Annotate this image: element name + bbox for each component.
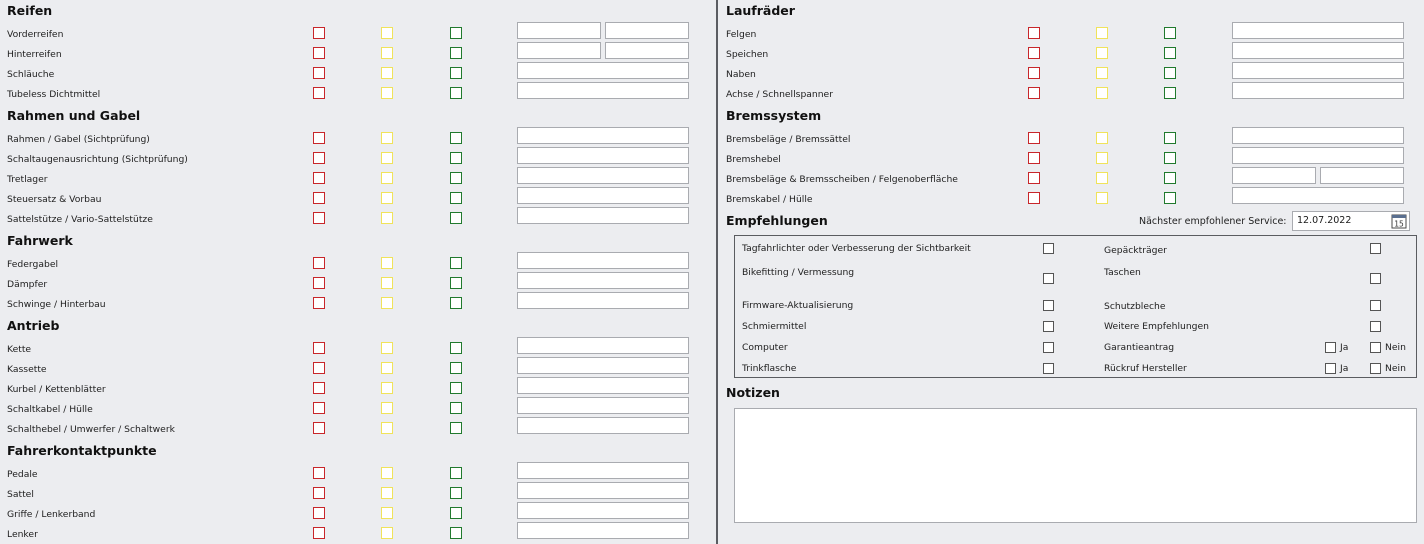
calendar-icon[interactable] xyxy=(1389,212,1409,230)
status-red-checkbox-naben[interactable] xyxy=(1028,67,1040,79)
status-green-checkbox-bremsbelaege-bremsscheiben-felgenoberflaeche[interactable] xyxy=(1164,172,1176,184)
note-input-bremsbelaege-bremssaettel[interactable] xyxy=(1232,127,1404,144)
row-label-kette: Kette xyxy=(7,344,32,355)
recommendation-checkbox-taschen[interactable] xyxy=(1370,273,1381,284)
note-input-tubeless-dichtmittel[interactable] xyxy=(517,82,689,99)
recommendation-label-garantieantrag: Garantieantrag xyxy=(1104,342,1175,353)
status-green-checkbox-felgen[interactable] xyxy=(1164,27,1176,39)
next-service-date-picker[interactable] xyxy=(1292,211,1410,231)
recommendation-checkbox-schutzbleche[interactable] xyxy=(1370,300,1381,311)
status-yellow-checkbox-naben[interactable] xyxy=(1096,67,1108,79)
status-yellow-checkbox-pedale[interactable] xyxy=(381,467,393,479)
note-input-hinterreifen-right[interactable] xyxy=(605,42,689,59)
note-input-vorderreifen-right[interactable] xyxy=(605,22,689,39)
note-input-felgen[interactable] xyxy=(1232,22,1404,39)
status-green-checkbox-speichen[interactable] xyxy=(1164,47,1176,59)
recommendation-label-taschen: Taschen xyxy=(1104,267,1141,278)
status-red-checkbox-steuersatz-vorbau[interactable] xyxy=(313,192,325,204)
status-red-checkbox-tubeless-dichtmittel[interactable] xyxy=(313,87,325,99)
row-label-schalthebel-umwerfer-schaltwerk: Schalthebel / Umwerfer / Schaltwerk xyxy=(7,424,175,435)
status-green-checkbox-achse-schnellspanner[interactable] xyxy=(1164,87,1176,99)
status-red-checkbox-speichen[interactable] xyxy=(1028,47,1040,59)
note-input-kette[interactable] xyxy=(517,337,689,354)
note-input-steuersatz-vorbau[interactable] xyxy=(517,187,689,204)
recommendation-label-trinkflasche: Trinkflasche xyxy=(742,363,797,374)
status-green-checkbox-steuersatz-vorbau[interactable] xyxy=(450,192,462,204)
status-red-checkbox-felgen[interactable] xyxy=(1028,27,1040,39)
status-red-checkbox-schlaeuche[interactable] xyxy=(313,67,325,79)
status-yellow-checkbox-schlaeuche[interactable] xyxy=(381,67,393,79)
next-service-label: Nächster empfohlener Service: xyxy=(1139,216,1287,227)
status-red-checkbox-schalthebel-umwerfer-schaltwerk[interactable] xyxy=(313,422,325,434)
recommendation-label-tagfahrlichter-oder-verbesserung-der-sichtbarkeit: Tagfahrlichter oder Verbesserung der Sichtbarkeit xyxy=(742,243,971,254)
status-yellow-checkbox-schaltkabel-huelle[interactable] xyxy=(381,402,393,414)
status-red-checkbox-daempfer[interactable] xyxy=(313,277,325,289)
note-input-bremshebel[interactable] xyxy=(1232,147,1404,164)
note-input-daempfer[interactable] xyxy=(517,272,689,289)
status-yellow-checkbox-griffe-lenkerband[interactable] xyxy=(381,507,393,519)
row-label-daempfer: Dämpfer xyxy=(7,279,48,290)
row-label-steuersatz-vorbau: Steuersatz & Vorbau xyxy=(7,194,102,205)
row-label-sattelstuetze-vario-sattelstuetze: Sattelstütze / Vario-Sattelstütze xyxy=(7,214,153,225)
rueckruf-hersteller-ja-checkbox[interactable] xyxy=(1325,363,1336,374)
row-label-kurbel-kettenblaetter: Kurbel / Kettenblätter xyxy=(7,384,106,395)
status-red-checkbox-schaltkabel-huelle[interactable] xyxy=(313,402,325,414)
note-input-schalthebel-umwerfer-schaltwerk[interactable] xyxy=(517,417,689,434)
section-heading-antrieb: Antrieb xyxy=(7,318,60,333)
row-label-speichen: Speichen xyxy=(726,49,769,60)
garantieantrag-nein-label: Nein xyxy=(1385,342,1406,353)
status-red-checkbox-schwinge-hinterbau[interactable] xyxy=(313,297,325,309)
rueckruf-hersteller-ja-label: Ja xyxy=(1340,363,1349,374)
recommendation-checkbox-trinkflasche[interactable] xyxy=(1043,363,1054,374)
row-label-naben: Naben xyxy=(726,69,756,80)
note-input-kurbel-kettenblaetter[interactable] xyxy=(517,377,689,394)
column-divider xyxy=(716,0,718,544)
status-yellow-checkbox-rahmen-gabel-sichtpruefung[interactable] xyxy=(381,132,393,144)
status-red-checkbox-bremsbelaege-bremssaettel[interactable] xyxy=(1028,132,1040,144)
status-green-checkbox-pedale[interactable] xyxy=(450,467,462,479)
status-red-checkbox-bremshebel[interactable] xyxy=(1028,152,1040,164)
status-yellow-checkbox-achse-schnellspanner[interactable] xyxy=(1096,87,1108,99)
status-red-checkbox-kette[interactable] xyxy=(313,342,325,354)
note-input-hinterreifen-left[interactable] xyxy=(517,42,601,59)
status-red-checkbox-griffe-lenkerband[interactable] xyxy=(313,507,325,519)
row-label-schaltaugenausrichtung-sichtpruefung: Schaltaugenausrichtung (Sichtprüfung) xyxy=(7,154,188,165)
note-input-vorderreifen-left[interactable] xyxy=(517,22,601,39)
status-red-checkbox-vorderreifen[interactable] xyxy=(313,27,325,39)
recommendation-label-bikefitting-vermessung: Bikefitting / Vermessung xyxy=(742,267,855,278)
status-red-checkbox-bremskabel-huelle[interactable] xyxy=(1028,192,1040,204)
note-input-schaltaugenausrichtung-sichtpruefung[interactable] xyxy=(517,147,689,164)
status-yellow-checkbox-bremsbelaege-bremsscheiben-felgenoberflaeche[interactable] xyxy=(1096,172,1108,184)
status-green-checkbox-tubeless-dichtmittel[interactable] xyxy=(450,87,462,99)
status-yellow-checkbox-steuersatz-vorbau[interactable] xyxy=(381,192,393,204)
note-input-bremsbelaege-bremsscheiben-felgenoberflaeche-right[interactable] xyxy=(1320,167,1404,184)
row-label-tretlager: Tretlager xyxy=(7,174,48,185)
row-label-achse-schnellspanner: Achse / Schnellspanner xyxy=(726,89,833,100)
recommendation-checkbox-weitere-empfehlungen[interactable] xyxy=(1370,321,1381,332)
row-label-lenker: Lenker xyxy=(7,529,38,540)
recommendation-label-computer: Computer xyxy=(742,342,788,353)
row-label-pedale: Pedale xyxy=(7,469,38,480)
status-red-checkbox-sattel[interactable] xyxy=(313,487,325,499)
section-heading-bremssystem: Bremssystem xyxy=(726,108,822,123)
status-yellow-checkbox-bremskabel-huelle[interactable] xyxy=(1096,192,1108,204)
row-label-hinterreifen: Hinterreifen xyxy=(7,49,62,60)
note-input-kassette[interactable] xyxy=(517,357,689,374)
section-heading-rahmen-und-gabel: Rahmen und Gabel xyxy=(7,108,141,123)
status-red-checkbox-sattelstuetze-vario-sattelstuetze[interactable] xyxy=(313,212,325,224)
status-yellow-checkbox-schwinge-hinterbau[interactable] xyxy=(381,297,393,309)
recommendation-label-schmiermittel: Schmiermittel xyxy=(742,321,807,332)
next-service-date-value: 12.07.2022 xyxy=(1297,215,1352,226)
note-input-griffe-lenkerband[interactable] xyxy=(517,502,689,519)
row-label-tubeless-dichtmittel: Tubeless Dichtmittel xyxy=(7,89,101,100)
status-yellow-checkbox-tubeless-dichtmittel[interactable] xyxy=(381,87,393,99)
status-green-checkbox-kurbel-kettenblaetter[interactable] xyxy=(450,382,462,394)
status-green-checkbox-schaltaugenausrichtung-sichtpruefung[interactable] xyxy=(450,152,462,164)
section-heading-reifen: Reifen xyxy=(7,3,53,18)
status-green-checkbox-schwinge-hinterbau[interactable] xyxy=(450,297,462,309)
status-yellow-checkbox-sattelstuetze-vario-sattelstuetze[interactable] xyxy=(381,212,393,224)
note-input-sattel[interactable] xyxy=(517,482,689,499)
row-label-rahmen-gabel-sichtpruefung: Rahmen / Gabel (Sichtprüfung) xyxy=(7,134,150,145)
notes-textarea[interactable] xyxy=(734,408,1417,523)
recommendation-label-firmware-aktualisierung: Firmware-Aktualisierung xyxy=(742,300,854,311)
status-green-checkbox-federgabel[interactable] xyxy=(450,257,462,269)
status-yellow-checkbox-vorderreifen[interactable] xyxy=(381,27,393,39)
status-yellow-checkbox-federgabel[interactable] xyxy=(381,257,393,269)
status-green-checkbox-rahmen-gabel-sichtpruefung[interactable] xyxy=(450,132,462,144)
row-label-sattel: Sattel xyxy=(7,489,34,500)
note-input-achse-schnellspanner[interactable] xyxy=(1232,82,1404,99)
status-yellow-checkbox-schalthebel-umwerfer-schaltwerk[interactable] xyxy=(381,422,393,434)
status-yellow-checkbox-sattel[interactable] xyxy=(381,487,393,499)
recommendation-checkbox-schmiermittel[interactable] xyxy=(1043,321,1054,332)
status-yellow-checkbox-kassette[interactable] xyxy=(381,362,393,374)
status-green-checkbox-kette[interactable] xyxy=(450,342,462,354)
status-green-checkbox-kassette[interactable] xyxy=(450,362,462,374)
status-yellow-checkbox-schaltaugenausrichtung-sichtpruefung[interactable] xyxy=(381,152,393,164)
row-label-bremskabel-huelle: Bremskabel / Hülle xyxy=(726,194,813,205)
recommendation-checkbox-gepaecktraeger[interactable] xyxy=(1370,243,1381,254)
status-red-checkbox-kurbel-kettenblaetter[interactable] xyxy=(313,382,325,394)
status-green-checkbox-tretlager[interactable] xyxy=(450,172,462,184)
status-yellow-checkbox-lenker[interactable] xyxy=(381,527,393,539)
row-label-kassette: Kassette xyxy=(7,364,47,375)
row-label-federgabel: Federgabel xyxy=(7,259,59,270)
note-input-sattelstuetze-vario-sattelstuetze[interactable] xyxy=(517,207,689,224)
recommendation-checkbox-firmware-aktualisierung[interactable] xyxy=(1043,300,1054,311)
row-label-bremshebel: Bremshebel xyxy=(726,154,781,165)
rueckruf-hersteller-nein-checkbox[interactable] xyxy=(1370,363,1381,374)
note-input-schaltkabel-huelle[interactable] xyxy=(517,397,689,414)
section-heading-fahrerkontaktpunkte: Fahrerkontaktpunkte xyxy=(7,443,157,458)
status-green-checkbox-lenker[interactable] xyxy=(450,527,462,539)
note-input-pedale[interactable] xyxy=(517,462,689,479)
note-input-federgabel[interactable] xyxy=(517,252,689,269)
status-green-checkbox-sattelstuetze-vario-sattelstuetze[interactable] xyxy=(450,212,462,224)
recommendation-checkbox-bikefitting-vermessung[interactable] xyxy=(1043,273,1054,284)
status-yellow-checkbox-speichen[interactable] xyxy=(1096,47,1108,59)
status-red-checkbox-pedale[interactable] xyxy=(313,467,325,479)
row-label-griffe-lenkerband: Griffe / Lenkerband xyxy=(7,509,96,520)
status-green-checkbox-griffe-lenkerband[interactable] xyxy=(450,507,462,519)
section-heading-laufraeder: Laufräder xyxy=(726,3,795,18)
note-input-rahmen-gabel-sichtpruefung[interactable] xyxy=(517,127,689,144)
status-yellow-checkbox-bremshebel[interactable] xyxy=(1096,152,1108,164)
section-heading-fahrwerk: Fahrwerk xyxy=(7,233,73,248)
status-yellow-checkbox-kette[interactable] xyxy=(381,342,393,354)
note-input-lenker[interactable] xyxy=(517,522,689,539)
calendar-icon-day: 15 xyxy=(1394,219,1404,229)
note-input-tretlager[interactable] xyxy=(517,167,689,184)
status-yellow-checkbox-felgen[interactable] xyxy=(1096,27,1108,39)
garantieantrag-ja-checkbox[interactable] xyxy=(1325,342,1336,353)
status-green-checkbox-sattel[interactable] xyxy=(450,487,462,499)
empfehlungen-heading: Empfehlungen xyxy=(726,213,828,228)
status-yellow-checkbox-bremsbelaege-bremssaettel[interactable] xyxy=(1096,132,1108,144)
row-label-vorderreifen: Vorderreifen xyxy=(7,29,64,40)
notizen-heading: Notizen xyxy=(726,385,780,400)
status-red-checkbox-rahmen-gabel-sichtpruefung[interactable] xyxy=(313,132,325,144)
status-red-checkbox-schaltaugenausrichtung-sichtpruefung[interactable] xyxy=(313,152,325,164)
note-input-schwinge-hinterbau[interactable] xyxy=(517,292,689,309)
status-red-checkbox-lenker[interactable] xyxy=(313,527,325,539)
status-green-checkbox-hinterreifen[interactable] xyxy=(450,47,462,59)
status-yellow-checkbox-tretlager[interactable] xyxy=(381,172,393,184)
status-green-checkbox-bremshebel[interactable] xyxy=(1164,152,1176,164)
status-red-checkbox-kassette[interactable] xyxy=(313,362,325,374)
status-green-checkbox-daempfer[interactable] xyxy=(450,277,462,289)
status-red-checkbox-tretlager[interactable] xyxy=(313,172,325,184)
rueckruf-hersteller-nein-label: Nein xyxy=(1385,363,1406,374)
row-label-bremsbelaege-bremsscheiben-felgenoberflaeche: Bremsbeläge & Bremsscheiben / Felgenoberfläche xyxy=(726,174,958,185)
row-label-schaltkabel-huelle: Schaltkabel / Hülle xyxy=(7,404,93,415)
recommendation-checkbox-tagfahrlichter-oder-verbesserung-der-sichtbarkeit[interactable] xyxy=(1043,243,1054,254)
status-green-checkbox-schaltkabel-huelle[interactable] xyxy=(450,402,462,414)
note-input-naben[interactable] xyxy=(1232,62,1404,79)
recommendation-label-weitere-empfehlungen: Weitere Empfehlungen xyxy=(1104,321,1209,332)
row-label-schlaeuche: Schläuche xyxy=(7,69,55,80)
status-red-checkbox-federgabel[interactable] xyxy=(313,257,325,269)
status-green-checkbox-naben[interactable] xyxy=(1164,67,1176,79)
status-green-checkbox-vorderreifen[interactable] xyxy=(450,27,462,39)
row-label-schwinge-hinterbau: Schwinge / Hinterbau xyxy=(7,299,106,310)
garantieantrag-nein-checkbox[interactable] xyxy=(1370,342,1381,353)
status-yellow-checkbox-daempfer[interactable] xyxy=(381,277,393,289)
note-input-bremskabel-huelle[interactable] xyxy=(1232,187,1404,204)
status-red-checkbox-bremsbelaege-bremsscheiben-felgenoberflaeche[interactable] xyxy=(1028,172,1040,184)
status-red-checkbox-hinterreifen[interactable] xyxy=(313,47,325,59)
recommendation-label-rueckruf-hersteller: Rückruf Hersteller xyxy=(1104,363,1187,374)
status-green-checkbox-schlaeuche[interactable] xyxy=(450,67,462,79)
garantieantrag-ja-label: Ja xyxy=(1340,342,1349,353)
status-yellow-checkbox-kurbel-kettenblaetter[interactable] xyxy=(381,382,393,394)
row-label-bremsbelaege-bremssaettel: Bremsbeläge / Bremssättel xyxy=(726,134,851,145)
status-green-checkbox-bremsbelaege-bremssaettel[interactable] xyxy=(1164,132,1176,144)
status-green-checkbox-bremskabel-huelle[interactable] xyxy=(1164,192,1176,204)
status-yellow-checkbox-hinterreifen[interactable] xyxy=(381,47,393,59)
note-input-schlaeuche[interactable] xyxy=(517,62,689,79)
status-red-checkbox-achse-schnellspanner[interactable] xyxy=(1028,87,1040,99)
recommendation-checkbox-computer[interactable] xyxy=(1043,342,1054,353)
status-green-checkbox-schalthebel-umwerfer-schaltwerk[interactable] xyxy=(450,422,462,434)
note-input-bremsbelaege-bremsscheiben-felgenoberflaeche-left[interactable] xyxy=(1232,167,1316,184)
row-label-felgen: Felgen xyxy=(726,29,757,40)
note-input-speichen[interactable] xyxy=(1232,42,1404,59)
recommendation-label-schutzbleche: Schutzbleche xyxy=(1104,301,1166,312)
recommendation-label-gepaecktraeger: Gepäckträger xyxy=(1104,245,1167,256)
